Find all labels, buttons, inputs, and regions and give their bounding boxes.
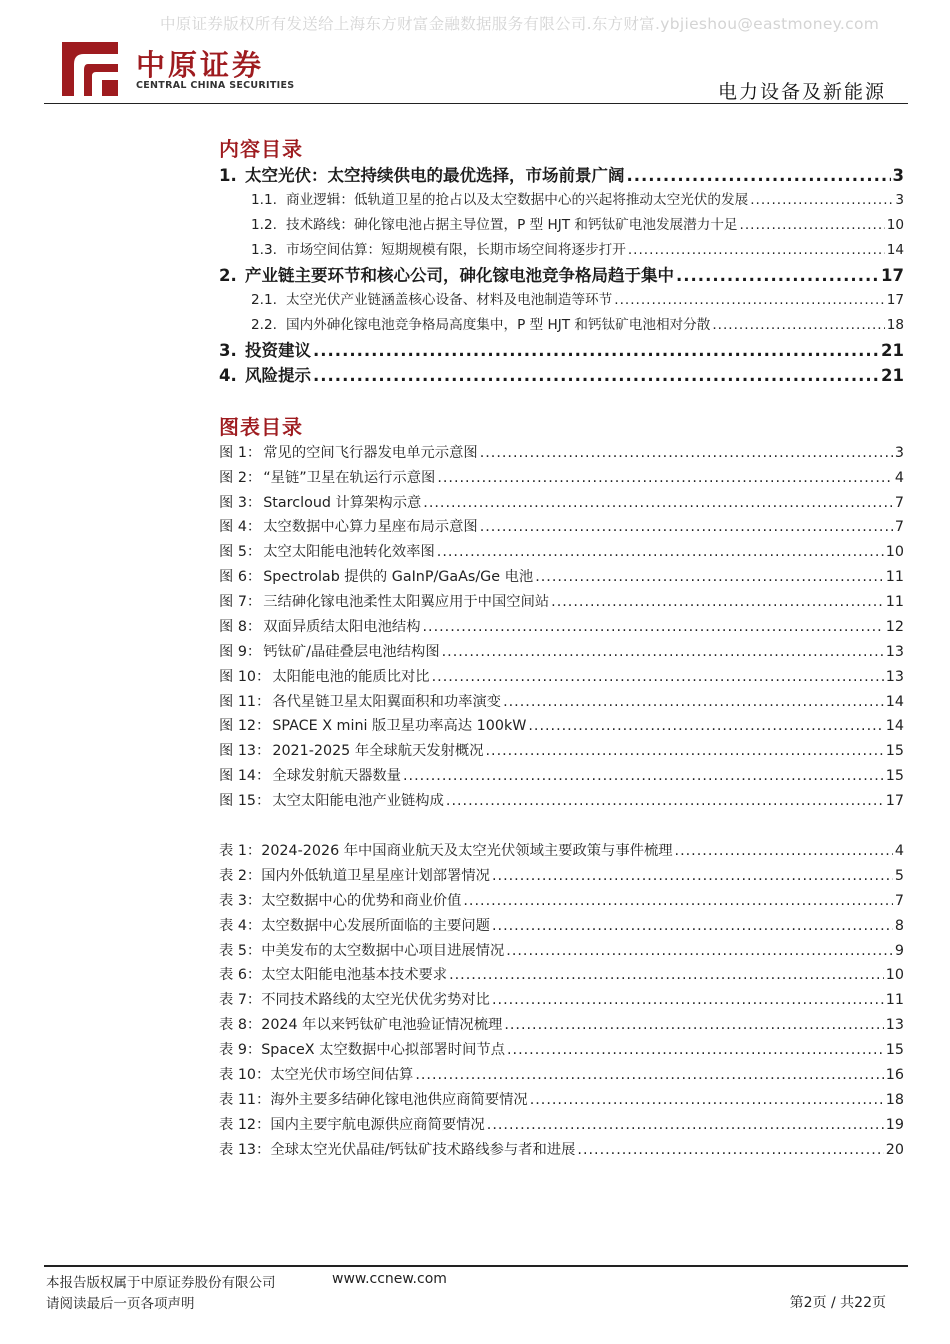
figure-page: 4 bbox=[894, 470, 904, 486]
toc-heading: 内容目录 bbox=[219, 137, 303, 161]
table-title: 国内主要宇航电源供应商简要情况 bbox=[270, 1117, 485, 1133]
dot-leader bbox=[628, 242, 885, 258]
footer-disclaimer: 请阅读最后一页各项声明 bbox=[46, 1296, 195, 1312]
toc-entry[interactable] bbox=[251, 288, 904, 308]
table-number: 表 9： bbox=[219, 1042, 262, 1058]
table-page: 13 bbox=[885, 1017, 904, 1033]
toc-entry-number: 1.3. bbox=[251, 242, 277, 258]
table-number: 表 3： bbox=[219, 893, 262, 909]
figure-number: 图 5： bbox=[219, 544, 262, 560]
table-page: 10 bbox=[885, 967, 904, 983]
figure-number: 图 7： bbox=[219, 594, 262, 610]
table-page: 16 bbox=[885, 1067, 904, 1083]
table-entry[interactable] bbox=[219, 1114, 904, 1134]
figure-title: 太空太阳能电池产业链构成 bbox=[272, 793, 444, 809]
toc-entry-number: 2.2. bbox=[251, 317, 277, 333]
figure-page: 11 bbox=[885, 594, 904, 610]
toc-entry-number: 4. bbox=[219, 366, 237, 385]
dot-leader bbox=[446, 793, 884, 809]
figure-page: 12 bbox=[885, 619, 904, 635]
figure-title: 双面异质结太阳电池结构 bbox=[263, 619, 421, 635]
table-title: 国内外低轨道卫星星座计划部署情况 bbox=[261, 868, 490, 884]
company-logo bbox=[62, 42, 302, 102]
toc-entry-page: 3 bbox=[892, 166, 904, 185]
toc-entry-title: 太空光伏：太空持续供电的最优选择，市场前景广阔 bbox=[245, 166, 625, 185]
figure-title: Spectrolab 提供的 GaInP/GaAs/Ge 电池 bbox=[263, 569, 534, 585]
dot-leader bbox=[486, 743, 884, 759]
table-entry[interactable] bbox=[219, 940, 904, 960]
figure-title: 全球发射航天器数量 bbox=[272, 768, 402, 784]
dot-leader bbox=[423, 495, 893, 511]
figure-title: 太空太阳能电池转化效率图 bbox=[263, 544, 435, 560]
table-number: 表 1： bbox=[219, 843, 262, 859]
table-number: 表 7： bbox=[219, 992, 262, 1008]
figure-title: 太空数据中心算力星座布局示意图 bbox=[263, 519, 478, 535]
dot-leader bbox=[492, 918, 893, 934]
figure-title: 钙钛矿/晶硅叠层电池结构图 bbox=[263, 644, 440, 660]
table-page: 15 bbox=[885, 1042, 904, 1058]
toc-entry[interactable] bbox=[219, 262, 904, 286]
dot-leader bbox=[492, 868, 893, 884]
figure-title: 各代星链卫星太阳翼面积和功率演变 bbox=[272, 694, 502, 710]
table-title: 不同技术路线的太空光伏优劣势对比 bbox=[261, 992, 490, 1008]
figure-entry[interactable] bbox=[219, 467, 904, 487]
figure-entry[interactable] bbox=[219, 765, 904, 785]
logo-name: 中原证券 bbox=[136, 48, 265, 82]
dot-leader bbox=[507, 1042, 884, 1058]
dot-leader bbox=[463, 893, 893, 909]
footer-copyright: 本报告版权属于中原证券股份有限公司 bbox=[46, 1275, 276, 1291]
dot-leader bbox=[415, 1067, 883, 1083]
toc-entry-number: 1.1. bbox=[251, 192, 277, 208]
toc-entry[interactable] bbox=[219, 337, 904, 361]
table-entry[interactable] bbox=[219, 964, 904, 984]
table-number: 表 10： bbox=[219, 1067, 271, 1083]
logo-mark-icon bbox=[62, 42, 126, 98]
dot-leader bbox=[449, 967, 884, 983]
dot-leader bbox=[528, 718, 883, 734]
table-number: 表 8： bbox=[219, 1017, 262, 1033]
dot-leader bbox=[480, 445, 893, 461]
figure-number: 图 2： bbox=[219, 470, 262, 486]
dot-leader bbox=[437, 544, 884, 560]
toc-entry[interactable] bbox=[251, 313, 904, 333]
toc-entry-page: 18 bbox=[886, 317, 904, 333]
table-title: 中美发布的太空数据中心项目进展情况 bbox=[261, 943, 505, 959]
table-entry[interactable] bbox=[219, 1139, 904, 1159]
dot-leader bbox=[442, 644, 884, 660]
table-title: 全球太空光伏晶硅/钙钛矿技术路线参与者和进展 bbox=[270, 1142, 576, 1158]
table-entry[interactable] bbox=[219, 989, 904, 1009]
toc-entry-number: 1.2. bbox=[251, 217, 277, 233]
figure-page: 13 bbox=[885, 644, 904, 660]
figure-title: 2021-2025 年全球航天发射概况 bbox=[272, 743, 484, 759]
figure-number: 图 1： bbox=[219, 445, 262, 461]
table-page: 4 bbox=[894, 843, 904, 859]
toc-entry[interactable] bbox=[219, 162, 904, 186]
table-entry[interactable] bbox=[219, 840, 904, 860]
table-title: 太空太阳能电池基本技术要求 bbox=[261, 967, 448, 983]
toc-entry-number: 2. bbox=[219, 266, 237, 285]
figure-page: 7 bbox=[894, 495, 904, 511]
dot-leader bbox=[432, 669, 884, 685]
toc-entry[interactable] bbox=[251, 238, 904, 258]
figure-entry[interactable] bbox=[219, 740, 904, 760]
figures-heading: 图表目录 bbox=[219, 415, 303, 439]
figure-number: 图 4： bbox=[219, 519, 262, 535]
figure-entry[interactable] bbox=[219, 516, 904, 536]
table-title: 海外主要多结砷化镓电池供应商简要情况 bbox=[270, 1092, 528, 1108]
toc-entry-number: 1. bbox=[219, 166, 237, 185]
figure-title: 三结砷化镓电池柔性太阳翼应用于中国空间站 bbox=[263, 594, 550, 610]
figure-entry[interactable] bbox=[219, 715, 904, 735]
figure-number: 图 12： bbox=[219, 718, 271, 734]
dot-leader bbox=[313, 366, 879, 385]
figure-number: 图 11： bbox=[219, 694, 271, 710]
toc-entry-title: 风险提示 bbox=[245, 366, 311, 385]
figure-page: 7 bbox=[894, 519, 904, 535]
figure-title: SPACE X mini 版卫星功率高达 100kW bbox=[272, 718, 527, 734]
footer-divider bbox=[44, 1265, 908, 1267]
dot-leader bbox=[313, 341, 879, 360]
toc-entry[interactable] bbox=[251, 213, 904, 233]
figure-page: 13 bbox=[885, 669, 904, 685]
figure-page: 15 bbox=[885, 768, 904, 784]
header-divider bbox=[44, 103, 908, 104]
figure-entry[interactable] bbox=[219, 566, 904, 586]
table-entry[interactable] bbox=[219, 890, 904, 910]
table-entry[interactable] bbox=[219, 865, 904, 885]
table-page: 19 bbox=[885, 1117, 904, 1133]
page-number: 第2页 / 共22页 bbox=[789, 1295, 886, 1311]
toc-entry-title: 产业链主要环节和核心公司，砷化镓电池竞争格局趋于集中 bbox=[245, 266, 674, 285]
table-number: 表 13： bbox=[219, 1142, 271, 1158]
toc-entry-page: 17 bbox=[881, 266, 904, 285]
toc-entry-title: 技术路线：砷化镓电池占据主导位置，P 型 HJT 和钙钛矿电池发展潜力十足 bbox=[286, 217, 738, 233]
dot-leader bbox=[504, 1017, 883, 1033]
figure-entry[interactable] bbox=[219, 492, 904, 512]
footer-website-link[interactable]: www.ccnew.com bbox=[332, 1271, 447, 1287]
figure-entry[interactable] bbox=[219, 541, 904, 561]
table-number: 表 6： bbox=[219, 967, 262, 983]
figure-number: 图 15： bbox=[219, 793, 271, 809]
toc-entry-title: 商业逻辑：低轨道卫星的抢占以及太空数据中心的兴起将推动太空光伏的发展 bbox=[286, 192, 749, 208]
figure-page: 15 bbox=[885, 743, 904, 759]
toc-entry-page: 3 bbox=[895, 192, 904, 208]
dot-leader bbox=[535, 569, 884, 585]
table-entry[interactable] bbox=[219, 1089, 904, 1109]
table-entry[interactable] bbox=[219, 1039, 904, 1059]
figure-title: Starcloud 计算架构示意 bbox=[263, 495, 422, 511]
figure-page: 3 bbox=[894, 445, 904, 461]
table-title: 2024-2026 年中国商业航天及太空光伏领域主要政策与事件梳理 bbox=[261, 843, 673, 859]
dot-leader bbox=[740, 217, 885, 233]
figure-number: 图 6： bbox=[219, 569, 262, 585]
table-entry[interactable] bbox=[219, 915, 904, 935]
toc-entry-page: 21 bbox=[881, 366, 904, 385]
toc-entry-title: 市场空间估算：短期规模有限，长期市场空间将逐步打开 bbox=[286, 242, 626, 258]
dot-leader bbox=[627, 166, 891, 185]
table-number: 表 4： bbox=[219, 918, 262, 934]
dot-leader bbox=[676, 266, 879, 285]
figure-page: 14 bbox=[885, 694, 904, 710]
dot-leader bbox=[487, 1117, 884, 1133]
figure-number: 图 3： bbox=[219, 495, 262, 511]
dot-leader bbox=[614, 292, 884, 308]
table-title: SpaceX 太空数据中心拟部署时间节点 bbox=[261, 1042, 505, 1058]
dot-leader bbox=[577, 1142, 883, 1158]
toc-entry-number: 3. bbox=[219, 341, 237, 360]
toc-entry-number: 2.1. bbox=[251, 292, 277, 308]
dot-leader bbox=[403, 768, 884, 784]
table-title: 太空光伏市场空间估算 bbox=[270, 1067, 414, 1083]
toc-entry-title: 太空光伏产业链涵盖核心设备、材料及电池制造等环节 bbox=[286, 292, 613, 308]
table-page: 9 bbox=[894, 943, 904, 959]
report-section: 电力设备及新能源 bbox=[717, 81, 886, 103]
figure-title: 常见的空间飞行器发电单元示意图 bbox=[263, 445, 478, 461]
toc-entry-page: 17 bbox=[886, 292, 904, 308]
dot-leader bbox=[503, 694, 884, 710]
table-page: 20 bbox=[885, 1142, 904, 1158]
table-title: 太空数据中心发展所面临的主要问题 bbox=[261, 918, 490, 934]
table-number: 表 5： bbox=[219, 943, 262, 959]
dot-leader bbox=[712, 317, 884, 333]
figure-page: 11 bbox=[885, 569, 904, 585]
table-number: 表 2： bbox=[219, 868, 262, 884]
figure-entry[interactable] bbox=[219, 616, 904, 636]
table-page: 18 bbox=[885, 1092, 904, 1108]
figure-entry[interactable] bbox=[219, 591, 904, 611]
figure-page: 14 bbox=[885, 718, 904, 734]
figure-page: 10 bbox=[885, 544, 904, 560]
table-entry[interactable] bbox=[219, 1014, 904, 1034]
table-page: 5 bbox=[894, 868, 904, 884]
figure-entry[interactable] bbox=[219, 442, 904, 462]
figure-number: 图 14： bbox=[219, 768, 271, 784]
table-number: 表 12： bbox=[219, 1117, 271, 1133]
figure-entry[interactable] bbox=[219, 641, 904, 661]
table-title: 太空数据中心的优势和商业价值 bbox=[261, 893, 462, 909]
toc-entry[interactable] bbox=[251, 188, 904, 208]
dot-leader bbox=[675, 843, 893, 859]
toc-entry-page: 14 bbox=[886, 242, 904, 258]
toc-entry[interactable] bbox=[219, 362, 904, 386]
toc-entry-title: 国内外砷化镓电池竞争格局高度集中，P 型 HJT 和钙钛矿电池相对分散 bbox=[286, 317, 711, 333]
dot-leader bbox=[437, 470, 893, 486]
dot-leader bbox=[551, 594, 884, 610]
figure-entry[interactable] bbox=[219, 666, 904, 686]
table-number: 表 11： bbox=[219, 1092, 271, 1108]
table-page: 7 bbox=[894, 893, 904, 909]
figure-number: 图 13： bbox=[219, 743, 271, 759]
dot-leader bbox=[480, 519, 893, 535]
toc-entry-title: 投资建议 bbox=[245, 341, 311, 360]
table-title: 2024 年以来钙钛矿电池验证情况梳理 bbox=[261, 1017, 503, 1033]
table-page: 8 bbox=[894, 918, 904, 934]
figure-number: 图 9： bbox=[219, 644, 262, 660]
dot-leader bbox=[530, 1092, 884, 1108]
dot-leader bbox=[506, 943, 893, 959]
dot-leader bbox=[423, 619, 884, 635]
figure-page: 17 bbox=[885, 793, 904, 809]
logo-english-name: CENTRAL CHINA SECURITIES bbox=[136, 80, 295, 91]
dot-leader bbox=[750, 192, 893, 208]
table-entry[interactable] bbox=[219, 1064, 904, 1084]
figure-entry[interactable] bbox=[219, 790, 904, 810]
watermark: 中原证券版权所有发送给上海东方财富金融数据服务有限公司.东方财富.ybjieshou@eastmoney.com bbox=[160, 15, 880, 33]
figure-number: 图 8： bbox=[219, 619, 262, 635]
figure-number: 图 10： bbox=[219, 669, 271, 685]
dot-leader bbox=[492, 992, 884, 1008]
figure-title: 太阳能电池的能质比对比 bbox=[272, 669, 430, 685]
figure-title: “星链”卫星在轨运行示意图 bbox=[263, 470, 436, 486]
table-page: 11 bbox=[885, 992, 904, 1008]
toc-entry-page: 10 bbox=[886, 217, 904, 233]
figure-entry[interactable] bbox=[219, 691, 904, 711]
toc-entry-page: 21 bbox=[881, 341, 904, 360]
